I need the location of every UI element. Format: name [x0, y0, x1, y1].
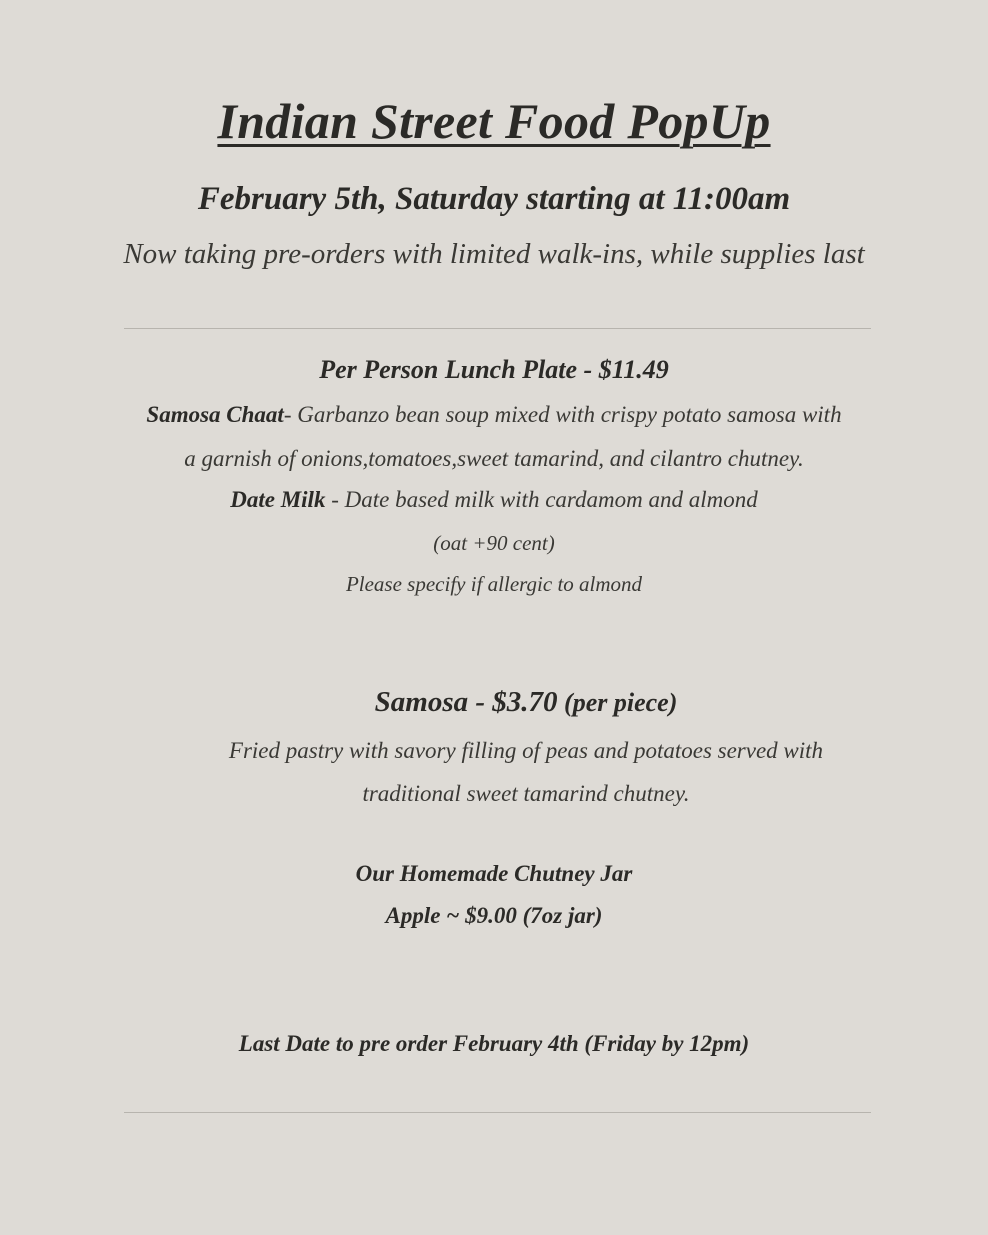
samosa-desc-1: Fried pastry with savory filling of peas and potatoes served with: [228, 738, 824, 763]
chutney-item: Apple ~ $9.00 (7oz jar): [385, 903, 603, 928]
samosa-chaat-line-1: [0, 402, 988, 428]
samosa-unit: (per piece): [557, 688, 678, 717]
page-title: Indian Street Food PopUp: [217, 93, 771, 149]
samosa-chaat-desc-1: - Garbanzo bean soup mixed with crispy potato samosa with: [283, 402, 842, 427]
samosa-chaat-desc-2: a garnish of onions,tomatoes,sweet tamarind, and cilantro chutney.: [184, 446, 804, 471]
top-divider: [124, 328, 871, 329]
bottom-divider: [124, 1112, 871, 1113]
preorder-deadline: Last Date to pre order February 4th (Friday by 12pm): [238, 1031, 750, 1056]
oat-note: (oat +90 cent): [433, 531, 555, 555]
chutney-heading: Our Homemade Chutney Jar: [355, 861, 633, 886]
lunch-plate-heading: Per Person Lunch Plate - $11.49: [319, 355, 669, 384]
preorder-notice: Now taking pre-orders with limited walk-ins, while supplies last: [123, 238, 865, 270]
date-milk-line: [0, 487, 988, 513]
event-date: February 5th, Saturday starting at 11:00am: [197, 181, 791, 217]
date-milk-name: Date Milk: [230, 487, 326, 512]
date-milk-desc: - Date based milk with cardamom and almond: [325, 487, 758, 512]
allergy-note: Please specify if allergic to almond: [345, 572, 643, 596]
samosa-heading: Samosa - $3.70: [374, 686, 558, 718]
samosa-desc-2: traditional sweet tamarind chutney.: [362, 781, 690, 806]
samosa-chaat-name: Samosa Chaat: [146, 402, 284, 427]
samosa-heading-line: [0, 686, 988, 719]
